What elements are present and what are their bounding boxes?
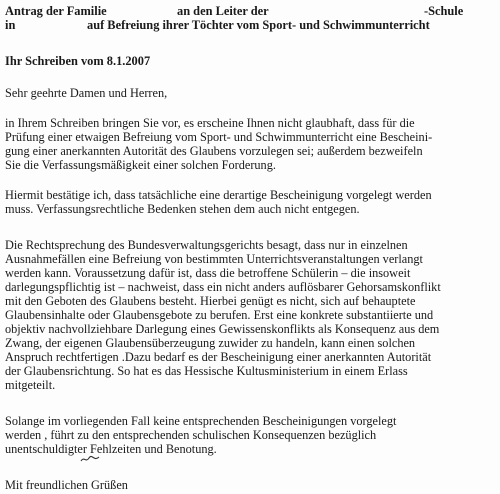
paragraph3-line: werden kann. Voraussetzung dafür ist, dass die betroffene Schülerin – die insoweit bbox=[5, 266, 411, 280]
header-subject: auf Befreiung ihrer Töchter vom Sport- und Schwimmunterricht bbox=[87, 18, 430, 32]
header-recipient: an den Leiter der bbox=[177, 4, 269, 18]
reference-line: Ihr Schreiben vom 8.1.2007 bbox=[5, 54, 151, 68]
paragraph1-line: gung einer anerkannten Autorität des Glaubens vorzulegen sei; außerdem bezweifeln bbox=[5, 144, 423, 158]
paragraph3-line: Ausnahmefällen eine Befreiung von bestimmten Unterrichtsveranstaltungen verlangt bbox=[5, 252, 423, 266]
paragraph3-line: Die Rechtsprechung des Bundesverwaltungsgerichts besagt, dass nur in einzelnen bbox=[5, 238, 408, 252]
paragraph3-line: Glaubensinhalte oder Glaubensgebote zu berufen. Erst eine konkrete substantiierte und bbox=[5, 308, 434, 322]
paragraph2-line: muss. Verfassungsrechtliche Bedenken stehen dem auch nicht entgegen. bbox=[5, 202, 360, 216]
paragraph4-line: werden , führt zu den entsprechenden schulischen Konsequenzen bezüglich bbox=[5, 428, 377, 442]
header-school: -Schule bbox=[424, 4, 464, 18]
paragraph3-line: mitgeteilt. bbox=[5, 378, 56, 392]
paragraph3-line: Zwang, der eigenen Glaubensüberzeugung zuwider zu handeln, kann einen solchen bbox=[5, 336, 416, 350]
paragraph1-line: Sie die Verfassungsmäßigkeit einer solchen Forderung. bbox=[5, 158, 276, 172]
paragraph1-line: in Ihrem Schreiben bringen Sie vor, es erscheine Ihnen nicht glaubhaft, dass für die bbox=[5, 116, 415, 130]
paragraph4-line: unentschuldigter Fehlzeiten und Benotung. bbox=[5, 442, 217, 456]
handwritten-mark-icon bbox=[80, 454, 100, 464]
paragraph3-line: der Glaubensrichtung. So hat es das Hessische Kultusministerium in einem Erlass bbox=[5, 364, 408, 378]
salutation: Sehr geehrte Damen und Herren, bbox=[5, 86, 168, 100]
paragraph2-line: Hiermit bestätige ich, dass tatsächliche eine derartige Bescheinigung vorgelegt werden bbox=[5, 188, 432, 202]
paragraph1-line: Prüfung einer etwaigen Befreiung vom Sport- und Schwimmunterricht eine Bescheini- bbox=[5, 130, 433, 144]
paragraph4-line: Solange im vorliegenden Fall keine entsprechenden Bescheinigungen vorgelegt bbox=[5, 414, 397, 428]
header-location: in bbox=[5, 18, 16, 32]
closing: Mit freundlichen Grüßen bbox=[5, 478, 128, 492]
paragraph3-line: mit den Geboten des Glaubens besteht. Hierbei genügt es nicht, sich auf behauptete bbox=[5, 294, 416, 308]
paragraph3-line: objektiv nachvollziehbare Darlegung eines Gewissenskonflikts als Konsequenz aus dem bbox=[5, 322, 440, 336]
header-applicant: Antrag der Familie bbox=[5, 4, 107, 18]
paragraph3-line: darlegungspflichtig ist – nachweist, dass ein nicht anders auflösbarer Gehorsamskonflikt bbox=[5, 280, 441, 294]
paragraph3-line: Anspruch rechtfertigen .Dazu bedarf es der Bescheinigung einer anerkannten Autorität bbox=[5, 350, 432, 364]
